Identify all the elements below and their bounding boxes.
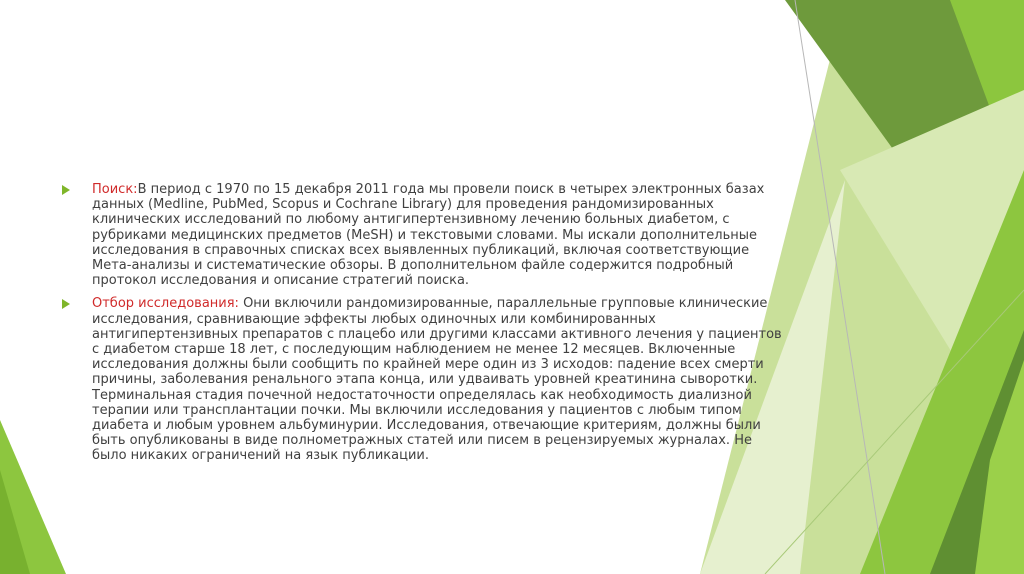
body-search: В период с 1970 по 15 декабря 2011 года мы провели поиск в четырех электронных базах данных (Medline, PubMed, Scopus и Cochrane Library) для проведения рандомизированных клинических исследований по любому антигипертензивному лечению больных диабетом, с рубриками медицинских предметов (MeSH) и текстовыми словами. Мы искали дополнительные исследования в справочных списках всех выявленных публикаций, включая соответствующие Мета-анализы и систематические обзоры. В дополнительном файле содержится подробный протокол исследования и описание стратегий поиска. bbox=[92, 182, 765, 289]
content-area bbox=[62, 182, 782, 472]
body-selection: Они включили рандомизированные, параллельные групповые клинические исследования, сравнивающие эффекты любых одиночных или комбинированных антигипертензивных препаратов с плацебо или другими классами активного лечения у пациентов с диабетом старше 18 лет, с последующим наблюдением не менее 12 месяцев. Включенные исследования должны были сообщить по крайней мере один из 3 исходов: падение всех смерти причины, заболевания ренального этапа конца, или удваивать уровней креатинина сыворотки. Терминальная стадия почечной недостаточности определялась как необходимость диализной терапии или трансплантации почки. Мы включили исследования у пациентов с любым типом диабета и любым уровнем альбуминурии. Исследования, отвечающие критериям, должны были быть опубликованы в виде полнометражных статей или писем в рецензируемых журналах. Не было никаких ограничений на язык публикации. bbox=[92, 296, 782, 464]
lead-search: Поиск: bbox=[92, 182, 138, 197]
paragraph-selection bbox=[92, 296, 782, 463]
lead-selection: Отбор исследования: bbox=[92, 296, 244, 312]
paragraph-search bbox=[92, 182, 782, 288]
bullet-search bbox=[62, 182, 782, 288]
triangle-bullet-icon bbox=[62, 185, 70, 195]
triangle-bullet-icon bbox=[62, 299, 70, 309]
bullet-selection bbox=[62, 296, 782, 463]
